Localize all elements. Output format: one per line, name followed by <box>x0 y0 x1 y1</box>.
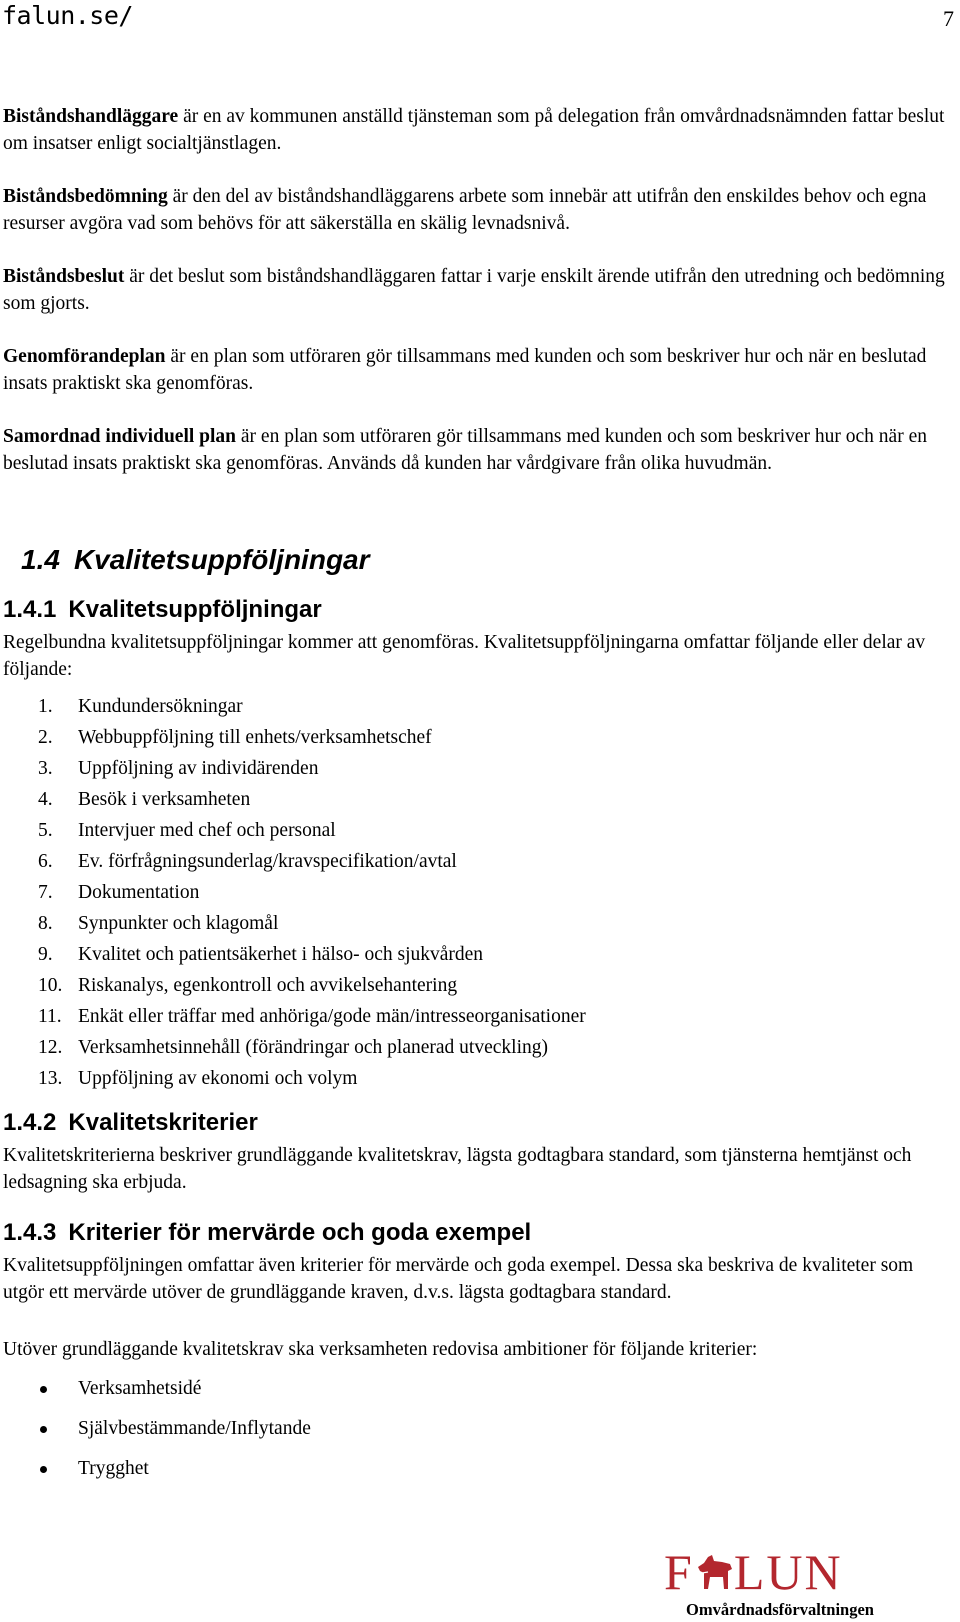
list-text: Besök i verksamheten <box>78 789 251 810</box>
list-item <box>3 939 951 970</box>
section-title: Kvalitetsuppföljningar <box>73 544 370 575</box>
list-number: 1. <box>38 696 53 717</box>
list-text: Ev. förfrågningsunderlag/kravspecifikation/avtal <box>78 851 457 872</box>
section-heading <box>21 543 951 577</box>
bullet-item: Trygghet <box>3 1449 951 1489</box>
subsection-number: 1.4.1 <box>3 596 57 623</box>
list-text: Verksamhetsinnehåll (förändringar och planerad utveckling) <box>78 1037 548 1058</box>
subsection-number: 1.4.3 <box>3 1219 57 1246</box>
subsection-heading-1-4-3 <box>3 1218 951 1248</box>
list-item <box>3 815 951 846</box>
list-number: 4. <box>38 789 53 810</box>
list-text: Webbuppföljning till enhets/verksamhetschef <box>78 727 432 748</box>
list-number: 8. <box>38 913 53 934</box>
list-text: Kvalitet och patientsäkerhet i hälso- och sjukvården <box>78 944 484 965</box>
list-item <box>3 846 951 877</box>
list-text: Riskanalys, egenkontroll och avvikelsehantering <box>78 975 458 996</box>
list-number: 2. <box>38 727 53 748</box>
list-number: 9. <box>38 944 53 965</box>
definition-term: Samordnad individuell plan <box>3 426 237 447</box>
definition-paragraph <box>3 343 951 397</box>
followup-list <box>3 691 951 1094</box>
logo-letter-f: F <box>664 1544 694 1600</box>
criteria-list <box>3 1369 951 1489</box>
subsection-title: Kriterier för mervärde och goda exempel <box>68 1219 532 1246</box>
subsection-text: Kvalitetsuppföljningen omfattar även kriterier för mervärde och goda exempel. Dessa ska beskriva de kvaliteter som utgör ett mervärde utöver de grundläggande kraven, d.v.s. lägsta godtagbara standard. <box>3 1255 914 1303</box>
document-body <box>3 103 951 1489</box>
list-item <box>3 784 951 815</box>
logo-wordmark <box>664 1546 896 1598</box>
definition-paragraph <box>3 103 951 157</box>
subsection-title: Kvalitetsuppföljningar <box>68 596 322 623</box>
definition-text: är en plan som utföraren gör tillsammans med kunden och som beskriver hur och när en beslutad insats praktiskt ska genomföras. <box>3 346 927 394</box>
list-number: 3. <box>38 758 53 779</box>
definition-term: Biståndshandläggare <box>3 106 179 127</box>
definition-text: är en plan som utföraren gör tillsammans med kunden och som beskriver hur och när en beslutad insats praktiskt ska genomföras. Används då kunden har vårdgivare från olika huvudmän. <box>3 426 927 474</box>
list-text: Synpunkter och klagomål <box>78 913 279 934</box>
list-number: 12. <box>38 1037 63 1058</box>
subsection-text: Kvalitetskriterierna beskriver grundläggande kvalitetskrav, lägsta godtagbara standard, som tjänsterna hemtjänst och ledsagning ska erbjuda. <box>3 1145 912 1193</box>
bullet-item: Verksamhetsidé <box>3 1369 951 1409</box>
bullet-item: Självbestämmande/Inflytande <box>3 1409 951 1449</box>
list-item <box>3 691 951 722</box>
list-text: Kundundersökningar <box>78 696 243 717</box>
definition-paragraph <box>3 183 951 237</box>
dala-horse-icon <box>692 1553 736 1593</box>
list-number: 7. <box>38 882 53 903</box>
list-item <box>3 722 951 753</box>
list-text: Uppföljning av individärenden <box>78 758 319 779</box>
subsection-number: 1.4.2 <box>3 1109 57 1136</box>
definition-term: Biståndsbedömning <box>3 186 168 207</box>
list-text: Enkät eller träffar med anhöriga/gode män/intresseorganisationer <box>78 1006 586 1027</box>
list-number: 11. <box>38 1006 62 1027</box>
list-item <box>3 1032 951 1063</box>
list-number: 13. <box>38 1068 63 1089</box>
logo-letters-lun: LUN <box>733 1544 843 1600</box>
list-text: Intervjuer med chef och personal <box>78 820 336 841</box>
definition-text: är det beslut som biståndshandläggaren fattar i varje enskilt ärende utifrån den utredning och bedömning som gjorts. <box>3 266 945 314</box>
definition-text: är den del av biståndshandläggarens arbete som innebär att utifrån den enskildes behov och egna resurser avgöra vad som behövs för att säkerställa en skälig levnadsnivå. <box>3 186 927 234</box>
section-number: 1.4 <box>21 544 60 575</box>
list-item <box>3 970 951 1001</box>
criteria-intro: Utöver grundläggande kvalitetskrav ska verksamheten redovisa ambitioner för följande kriterier: <box>3 1339 758 1360</box>
definition-paragraph <box>3 263 951 317</box>
list-number: 5. <box>38 820 53 841</box>
list-number: 10. <box>38 975 63 996</box>
list-item <box>3 1063 951 1094</box>
subsection-intro: Regelbundna kvalitetsuppföljningar kommer att genomföras. Kvalitetsuppföljningarna omfattar följande eller delar av följande: <box>3 632 926 680</box>
definition-term: Genomförandeplan <box>3 346 166 367</box>
subsection-title: Kvalitetskriterier <box>68 1109 258 1136</box>
list-text: Uppföljning av ekonomi och volym <box>78 1068 358 1089</box>
page-number: 7 <box>943 6 954 31</box>
logo-subtitle: Omvårdnadsförvaltningen <box>686 1600 874 1619</box>
definition-text: är en av kommunen anställd tjänsteman som på delegation från omvårdnadsnämnden fattar beslut om insatser enligt socialtjänstlagen. <box>3 106 945 154</box>
list-text: Dokumentation <box>78 882 200 903</box>
list-number: 6. <box>38 851 53 872</box>
header-url: falun.se/ <box>2 1 133 30</box>
definition-term: Biståndsbeslut <box>3 266 125 287</box>
subsection-heading-1-4-2 <box>3 1108 951 1138</box>
subsection-heading-1-4-1 <box>3 595 951 625</box>
list-item <box>3 908 951 939</box>
list-item <box>3 1001 951 1032</box>
definition-paragraph <box>3 423 951 477</box>
falun-logo <box>664 1546 896 1622</box>
list-item <box>3 877 951 908</box>
list-item <box>3 753 951 784</box>
